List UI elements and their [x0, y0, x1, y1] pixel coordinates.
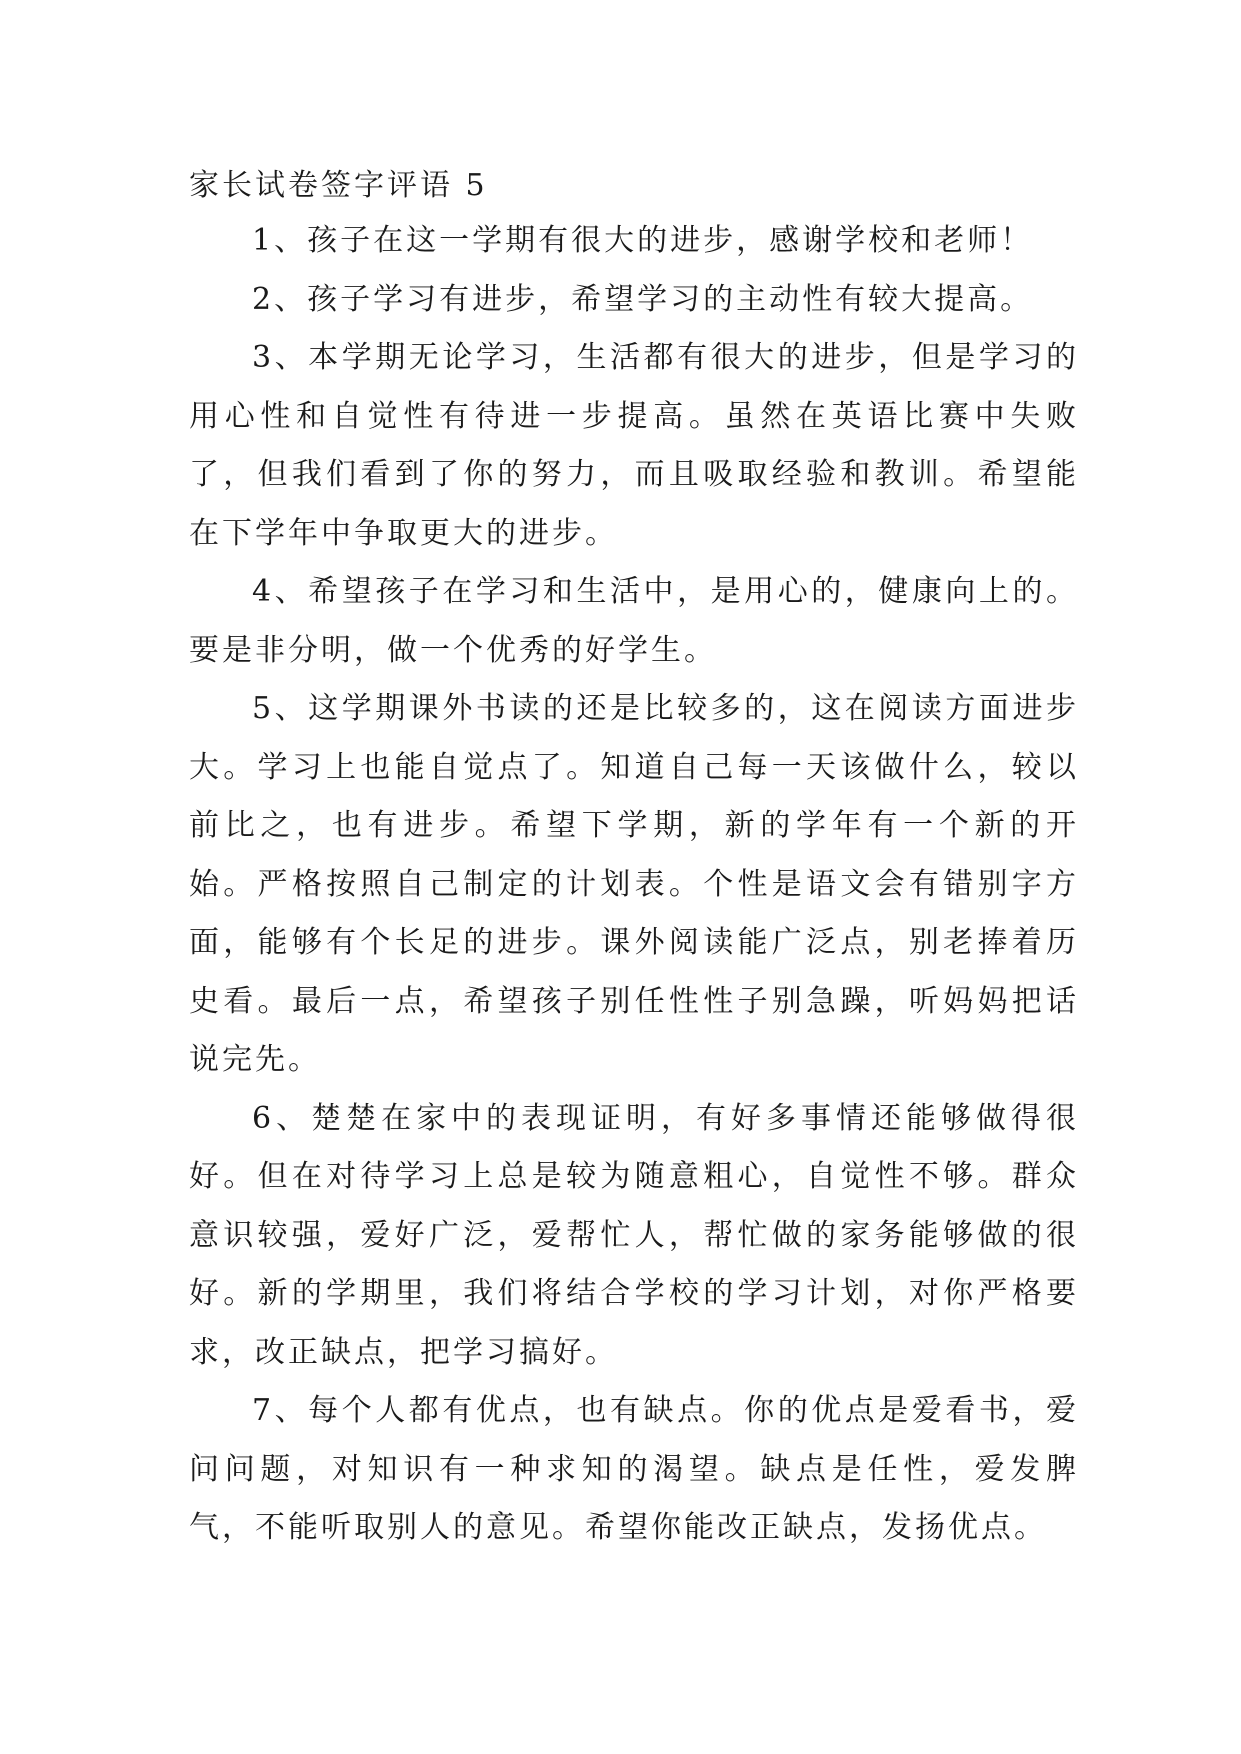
comment-paragraph-2: 2、孩子学习有进步，希望学习的主动性有较大提高。: [252, 281, 1034, 317]
document-body: [189, 160, 1079, 1558]
comment-paragraph-7: 7、每个人都有优点，也有缺点。你的优点是爱看书，爱问问题，对知识有一种求知的渴望。缺点是任性，爱发脾气，不能听取别人的意见。希望你能改正缺点，发扬优点。: [189, 1393, 1079, 1545]
comment-paragraph-5: 5、这学期课外书读的还是比较多的，这在阅读方面进步大。学习上也能自觉点了。知道自己每一天该做什么，较以前比之，也有进步。希望下学期，新的学年有一个新的开始。严格按照自己制定的计划表。个性是语文会有错别字方面，能够有个长足的进步。课外阅读能广泛点，别老捧着历史看。最后一点，希望孩子别任性性子别急躁，听妈妈把话说完先。: [189, 691, 1079, 1077]
comment-paragraph-6: 6、楚楚在家中的表现证明，有好多事情还能够做得很好。但在对待学习上总是较为随意粗心，自觉性不够。群众意识较强，爱好广泛，爱帮忙人，帮忙做的家务能够做的很好。新的学期里，我们将结合学校的学习计划，对你严格要求，改正缺点，把学习搞好。: [189, 1100, 1079, 1370]
comment-paragraph-4: 4、希望孩子在学习和生活中，是用心的，健康向上的。要是非分明，做一个优秀的好学生。: [189, 574, 1079, 668]
comment-paragraph-1: 1、孩子在这一学期有很大的进步，感谢学校和老师！: [252, 223, 1034, 258]
document-title: 家长试卷签字评语 5: [189, 168, 488, 203]
comment-paragraph-3: 3、本学期无论学习，生活都有很大的进步，但是学习的用心性和自觉性有待进一步提高。虽然在英语比赛中失败了，但我们看到了你的努力，而且吸取经验和教训。希望能在下学年中争取更大的进步。: [189, 340, 1079, 551]
